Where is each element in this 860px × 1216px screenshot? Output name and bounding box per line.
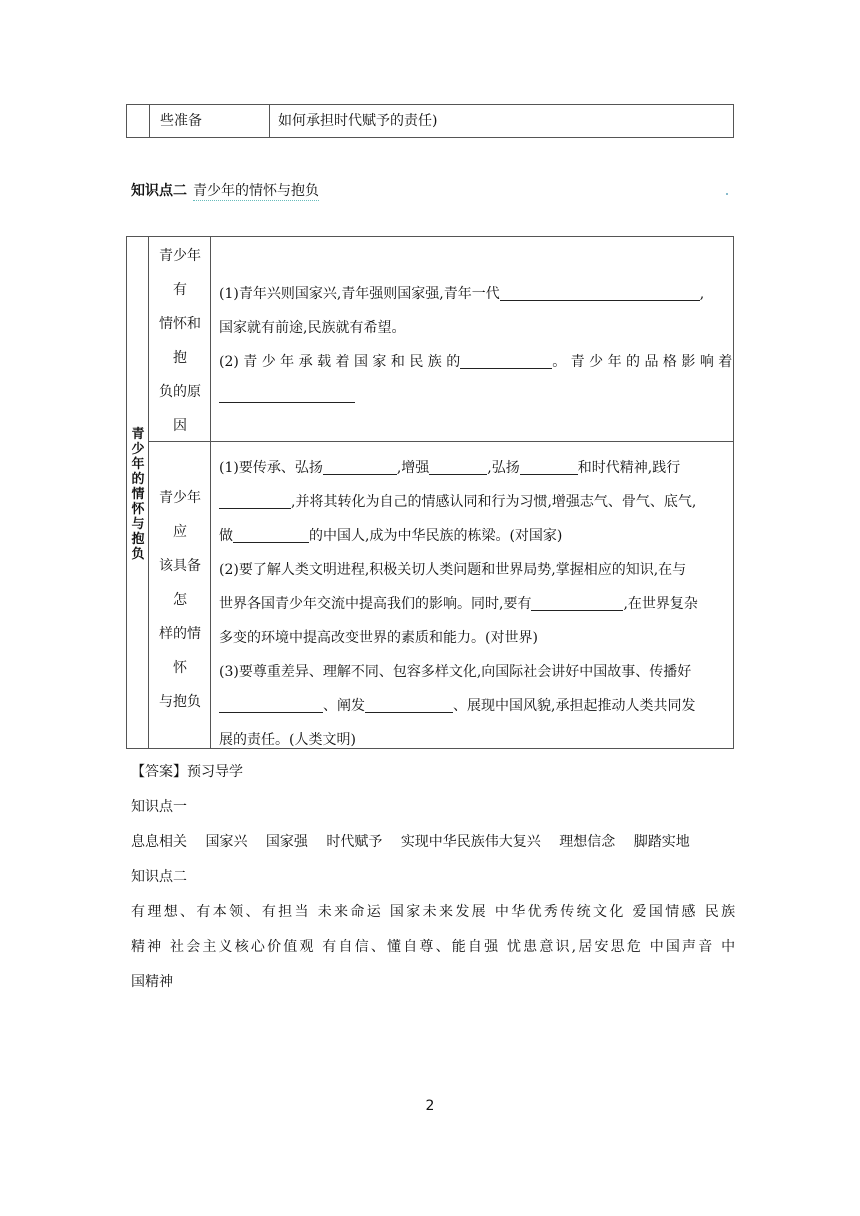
fill-blank[interactable] xyxy=(500,284,700,301)
row-label-cell xyxy=(149,237,211,441)
fill-blank[interactable] xyxy=(219,386,355,403)
content-text: (1)青年兴则国家兴,青年强则国家强,青年一代 xyxy=(219,286,500,302)
fill-blank[interactable] xyxy=(429,458,487,475)
content-text: 世界各国青少年交流中提高我们的影响。同时,要有 xyxy=(219,596,532,612)
content-line: (1)青年兴则国家兴,青年强则国家强,青年一代 , xyxy=(219,286,705,302)
vertical-label-text: 青少年的情怀与抱负 xyxy=(131,427,145,562)
answers-section xyxy=(131,755,735,1000)
answer-item: 爱国情感 xyxy=(632,904,698,920)
content-text: 。 青 少 年 的 品 格 影 响 着 xyxy=(552,354,733,370)
content-text: ,并将其转化为自己的情感认同和行为习惯,增强志气、骨气、底气, xyxy=(291,494,697,510)
fill-blank[interactable] xyxy=(219,696,323,713)
row-label-line: 怀 xyxy=(173,660,187,676)
fill-blank[interactable] xyxy=(365,696,453,713)
fill-blank[interactable] xyxy=(323,458,397,475)
top-table-content-cell: 如何承担时代赋予的责任) xyxy=(278,113,438,129)
content-line xyxy=(219,587,725,621)
row-label-line: 该具备 xyxy=(159,558,201,574)
content-text: 的中国人,成为中华民族的栋梁。(对国家) xyxy=(309,528,563,544)
top-table-empty-cell xyxy=(127,105,150,137)
table-row-aspirations xyxy=(149,442,733,748)
row-label-cell xyxy=(149,442,211,748)
fill-blank[interactable] xyxy=(460,352,552,369)
answers-kp2-line: 国精神 xyxy=(131,974,173,990)
answer-item: 有自信、懂自尊、能自强 xyxy=(322,939,501,955)
row-label-line: 样的情 xyxy=(159,626,201,642)
row-label-line: 应 xyxy=(173,524,187,540)
content-line: 多变的环境中提高改变世界的素质和能力。(对世界) xyxy=(219,630,538,646)
section-title-number: 知识点二 xyxy=(131,183,187,199)
knowledge-table xyxy=(126,236,734,749)
content-line xyxy=(219,379,725,413)
content-line xyxy=(219,345,733,379)
answer-item: 中 xyxy=(721,939,736,955)
content-line: (2)要了解人类文明进程,积极关切人类问题和世界局势,掌握相应的知识,在与 xyxy=(219,562,687,578)
row-label-line: 与抱负 xyxy=(159,694,201,710)
content-text: ,增强 xyxy=(396,460,430,476)
fill-blank[interactable] xyxy=(233,526,309,543)
row-label-line: 情怀和 xyxy=(159,316,201,332)
content-text: 和时代精神,践行 xyxy=(577,460,681,476)
fill-blank[interactable] xyxy=(219,492,291,509)
content-text: 做 xyxy=(219,528,233,544)
row-label-line: 有 xyxy=(173,282,187,298)
answer-item: 息息相关 xyxy=(131,834,187,850)
content-line: (3)要尊重差异、理解不同、包容多样文化,向国际社会讲好中国故事、传播好 xyxy=(219,664,692,680)
content-text: 、阐发 xyxy=(323,698,365,714)
row-label-line: 青少年 xyxy=(159,248,201,264)
fill-blank[interactable] xyxy=(520,458,578,475)
row-content-cell xyxy=(219,277,733,413)
row-content-cell xyxy=(219,451,725,757)
page-number: 2 xyxy=(425,1098,435,1114)
section-title xyxy=(131,180,319,200)
content-text: ,在世界复杂 xyxy=(623,596,698,612)
table-row-reasons xyxy=(149,237,733,442)
fill-blank[interactable] xyxy=(531,594,623,611)
decorative-dot xyxy=(726,193,728,195)
answer-item: 有理想、有本领、有担当 xyxy=(131,904,311,920)
content-text: (2) 青 少 年 承 载 着 国 家 和 民 族 的 xyxy=(219,354,461,370)
answer-item: 中华优秀传统文化 xyxy=(494,904,626,920)
answer-item: 民族 xyxy=(704,904,736,920)
answer-item: 理想信念 xyxy=(559,834,616,850)
section-title-text: 青少年的情怀与抱负 xyxy=(193,183,319,199)
answer-item: 时代赋予 xyxy=(326,834,383,850)
answers-kp1-label: 知识点一 xyxy=(131,799,187,815)
answer-item: 实现中华民族伟大复兴 xyxy=(400,834,541,850)
content-line xyxy=(219,485,725,519)
top-table-row xyxy=(126,104,734,138)
answer-item: 社会主义核心价值观 xyxy=(170,939,316,955)
content-line xyxy=(219,451,725,485)
answer-item: 忧患意识,居安思危 xyxy=(506,939,644,955)
vertical-label-cell xyxy=(127,237,149,748)
answers-kp2-label: 知识点二 xyxy=(131,869,187,885)
row-label-line: 青少年 xyxy=(159,490,201,506)
answer-item: 未来命运 xyxy=(317,904,384,920)
answer-item: 国家未来发展 xyxy=(389,904,489,920)
top-table-label-cell: 些准备 xyxy=(150,105,270,137)
content-text: (1)要传承、弘扬 xyxy=(219,460,323,476)
answer-item: 精神 xyxy=(131,939,164,955)
content-line: 国家就有前途,民族就有希望。 xyxy=(219,320,406,336)
answers-kp2-line xyxy=(131,930,735,965)
content-text: ,弘扬 xyxy=(487,460,520,476)
answer-item: 脚踏实地 xyxy=(633,834,690,850)
answer-item: 国家兴 xyxy=(205,834,248,850)
content-text: 、展现中国风貌,承担起推动人类共同发 xyxy=(453,698,696,714)
row-label-line: 负的原 xyxy=(159,384,201,400)
answers-header: 【答案】预习导学 xyxy=(131,764,243,780)
content-line: 展的责任。(人类文明) xyxy=(219,732,356,748)
row-label-line: 因 xyxy=(173,418,187,434)
answer-item: 国家强 xyxy=(265,834,308,850)
content-line xyxy=(219,689,725,723)
content-line xyxy=(219,519,725,553)
answer-item: 中国声音 xyxy=(649,939,715,955)
answers-kp2-line xyxy=(131,895,735,930)
answers-kp1-line xyxy=(131,825,735,860)
row-label-line: 怎 xyxy=(173,592,187,608)
row-label-line: 抱 xyxy=(173,350,187,366)
